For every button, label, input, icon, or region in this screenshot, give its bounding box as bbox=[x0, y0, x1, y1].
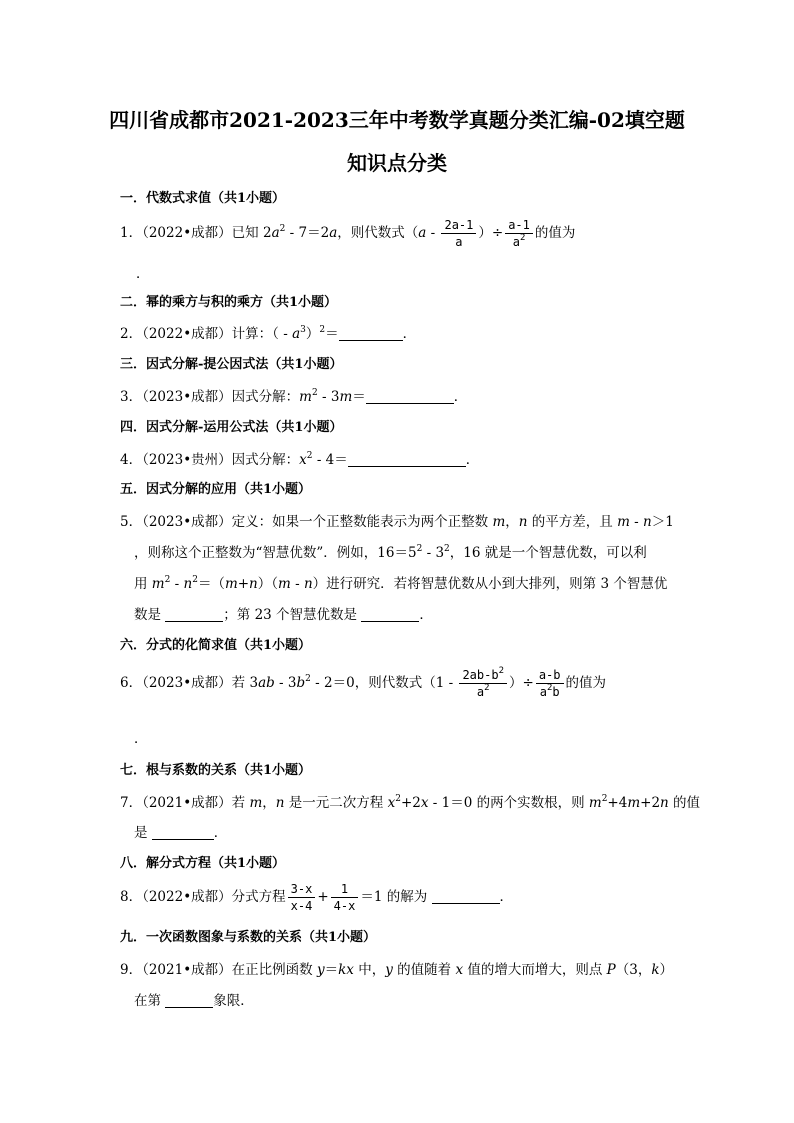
section-heading-8: 八．解分式方程（共1小题） bbox=[120, 856, 286, 871]
answer-blank[interactable] bbox=[165, 607, 223, 622]
question-5-line-2: ，则称这个正整数为“智慧优数”．例如，$16=5^2 - 3^2$，16 就是一个智慧优数，可以利 bbox=[134, 544, 647, 561]
fraction: $\frac{3-x}{x-4}$ bbox=[288, 882, 316, 913]
question-4: 4．（2023•贵州）因式分解：$x^2 - 4=$ ． bbox=[120, 451, 480, 468]
document-title: 四川省成都市2021-2023三年中考数学真题分类汇编-02填空题 bbox=[109, 108, 685, 132]
question-5-line-1: 5．（2023•成都）定义：如果一个正整数能表示为两个正整数 m，n 的平方差，且 m - n＞1 bbox=[120, 514, 674, 530]
section-heading-5: 五．因式分解的应用（共1小题） bbox=[120, 482, 312, 497]
section-heading-9: 九．一次函数图象与系数的关系（共1小题） bbox=[120, 930, 377, 945]
answer-blank[interactable] bbox=[432, 889, 500, 904]
question-7-line-2: 是 ． bbox=[134, 825, 228, 841]
question-3: 3．（2023•成都）因式分解：$m^2 - 3m=$ ． bbox=[120, 388, 468, 405]
answer-blank[interactable] bbox=[348, 452, 466, 467]
answer-blank[interactable] bbox=[361, 607, 419, 622]
section-heading-2: 二．幂的乘方与积的乘方（共1小题） bbox=[120, 295, 338, 310]
section-heading-4: 四．因式分解-运用公式法（共1小题） bbox=[120, 420, 343, 435]
section-heading-7: 七．根与系数的关系（共1小题） bbox=[120, 763, 312, 778]
answer-blank[interactable] bbox=[165, 993, 213, 1008]
section-heading-3: 三．因式分解-提公因式法（共1小题） bbox=[120, 357, 343, 372]
question-2: 2．（2022•成都）计算：（ - $a^3)^2=$ ． bbox=[120, 325, 417, 342]
question-6-end: ． bbox=[134, 731, 148, 747]
section-heading-1: 一．代数式求值（共1小题） bbox=[120, 191, 286, 206]
answer-blank[interactable] bbox=[339, 326, 403, 341]
fraction: $\frac{2a-1}{a}$ bbox=[441, 218, 476, 249]
question-9-line-2: 在第 象限． bbox=[134, 993, 254, 1009]
question-1-end: ． bbox=[136, 266, 150, 282]
section-heading-6: 六．分式的化简求值（共1小题） bbox=[120, 638, 312, 653]
question-7-line-1: 7．（2021•成都）若 m，n 是一元二次方程 $x^2+2x - 1=0$ 的两个实数根，则 $m^2+4m+2n$ 的值 bbox=[120, 794, 701, 811]
answer-blank[interactable] bbox=[152, 825, 214, 840]
question-5-line-4: 数是 ；第 23 个智慧优数是 ． bbox=[134, 607, 433, 623]
fraction: $\frac{1}{4-x}$ bbox=[331, 882, 359, 913]
fraction: $\frac{a-b}{a^2b}$ bbox=[536, 668, 564, 699]
question-number: 1． bbox=[120, 225, 143, 241]
fraction: $\frac{a-1}{a^2}$ bbox=[505, 218, 533, 249]
answer-blank[interactable] bbox=[366, 389, 454, 404]
question-5-line-3: 用 $m^2 - n^2=(m+n)(m - n)$进行研究．若将智慧优数从小到大排列，则第 3 个智慧优 bbox=[134, 575, 668, 592]
question-1: 1．（2022•成都）已知 $2a^2 - 7=2a$，则代数式（a - $\frac{2a-1}{a}$ ）÷ $\frac{a-1}{a^2}$ 的值为 bbox=[120, 218, 576, 249]
question-6: 6．（2023•成都）若 $3ab - 3b^2 - 2=0$，则代数式（1 - $\frac{2ab-b^2}{a^2}$ ）÷ $\frac{a-b}{a^2b}$ 的值为 bbox=[120, 666, 606, 699]
document-subtitle: 知识点分类 bbox=[347, 151, 447, 175]
fraction: $\frac{2ab-b^2}{a^2}$ bbox=[459, 668, 507, 699]
question-9-line-1: 9．（2021•成都）在正比例函数 y＝kx 中，y 的值随着 x 值的增大而增大，则点 P（3，k） bbox=[120, 962, 674, 978]
question-source: （2022•成都） bbox=[142, 225, 232, 241]
question-8: 8．（2022•成都）分式方程 $\frac{3-x}{x-4}$ + $\frac{1}{4-x}$ ＝1 的解为 ． bbox=[120, 882, 514, 913]
